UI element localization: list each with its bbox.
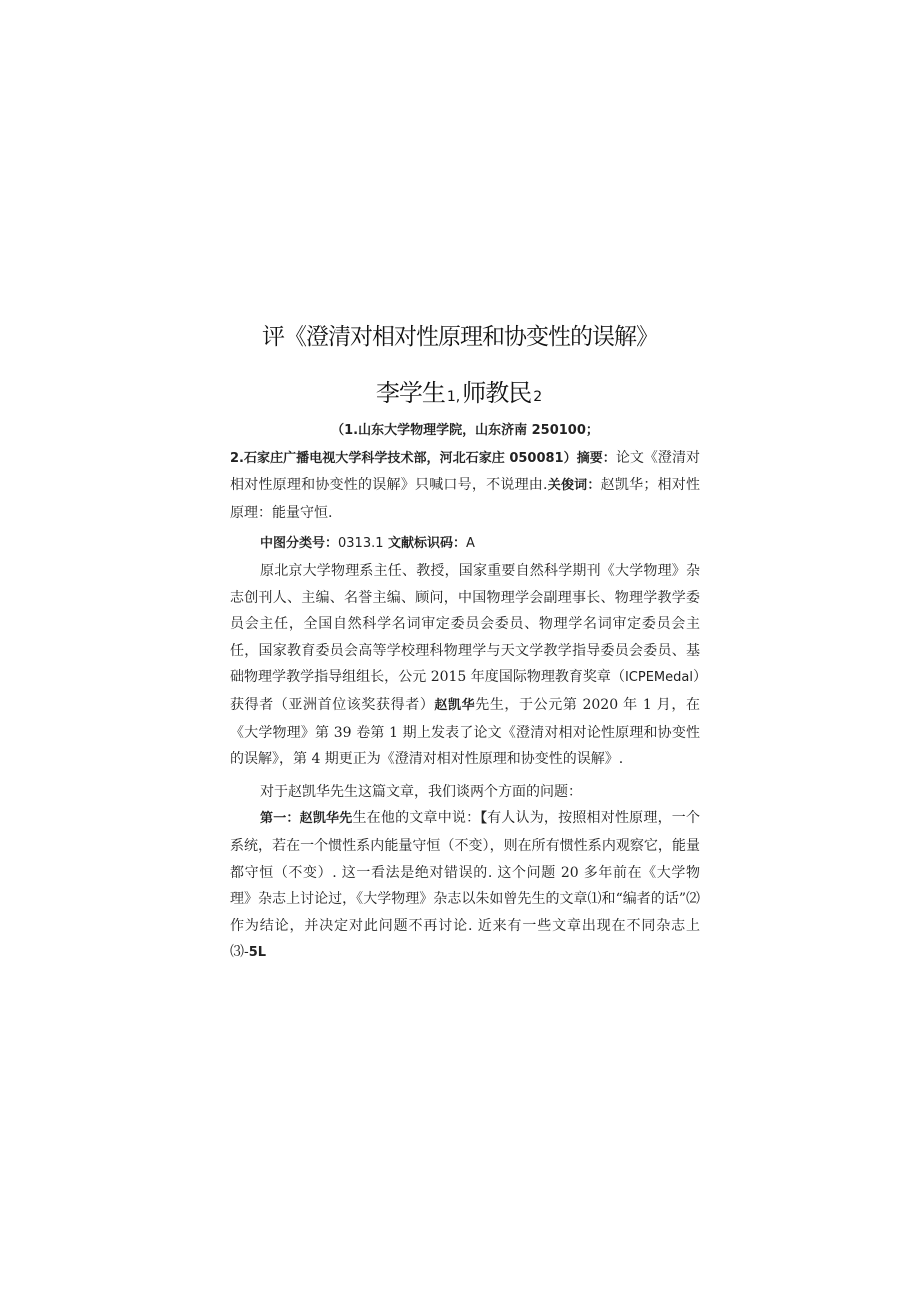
classification-line (230, 530, 700, 558)
paper-title: 评《澄清对相对性原理和协变性的误解》 (262, 324, 658, 350)
person-name: 赵凯华 (434, 697, 476, 713)
affiliation-abstract-block (230, 445, 700, 527)
affiliation-line-1: （1.山东大学物理学院，山东济南 250100； (331, 423, 599, 438)
paragraph-intro-part-c: 先生，于公元第 2020 年 1 月，在《大学物理》第 39 卷第 1 期上发表了论文《澄清对相对论性原理和协变性的误解》，第 4 期更正为《澄清对相对性原理和协变性的误解》. (230, 696, 700, 768)
doc-code-label: 文献标识码： (387, 536, 466, 552)
first-issue-tail: 5L (248, 945, 267, 961)
keywords-label: 关俊词： (547, 478, 601, 494)
paper-body (230, 418, 700, 967)
first-issue-part-a: 生在他的文章中说： (352, 810, 481, 827)
first-issue-lead: 第一：赵凯华先 (260, 811, 353, 827)
paragraph-intro-part-b: ）获得者（亚洲首位该奖获得者） (230, 669, 701, 713)
paragraph-intro (230, 558, 700, 773)
abstract-label: 摘要： (576, 450, 616, 466)
medal-name: ICPEMedal (624, 670, 693, 686)
clc-value: 0313.1 (338, 536, 384, 552)
abstract-text: 论文《澄清对相对性原理和协变性的误解》只喊口号，不说理由. (230, 449, 700, 494)
keywords-text: 赵凯华；相对性原理：能量守恒. (230, 477, 701, 521)
first-issue-part-b: 有人认为，按照相对性原理，一个系统，若在一个惯性系内能量守恒（不变），则在所有惯性系内观察它，能量都守恒（不变）. 这一看法是绝对错误的. 这个问题 20 多年前在《大学物理》杂志上讨论过，《大学物理》杂志以朱如曾先生的文章⑴和“编者的话”⑵作为结论，并决定对此问题不再讨论. 近来有一些文章出现在不同杂志上⑶- (230, 810, 700, 961)
paragraph-first-issue (230, 805, 700, 967)
quote-open-bracket: 【 (480, 811, 488, 827)
author-affiliation-mark-1: 1, (446, 389, 461, 405)
paragraph-issues: 对于赵凯华先生这篇文章，我们谈两个方面的问题： (260, 783, 582, 800)
author-name-1: 李学生 (375, 379, 445, 407)
doc-code-value: A (465, 536, 475, 552)
author-affiliation-mark-2: 2 (533, 389, 543, 405)
affiliation-line-2: 2.石家庄广播电视大学科学技术部，河北石家庄 050081） (230, 450, 577, 466)
clc-label: 中图分类号： (260, 536, 339, 552)
paragraph-intro-part-a: 原北京大学物理系主任、教授，国家重要自然科学期刊《大学物理》杂志创刊人、主编、名誉主编、顾问，中国物理学会副理事长、物理学教学委员会主任，全国自然科学名词审定委员会委员、物理学名词审定委员会主任，国家教育委员会高等学校理科物理学与天文学教学指导委员会委员、基础物理学教学指导组组长，公元 2015 年度国际物理教育奖章（ (230, 562, 700, 686)
author-line (0, 373, 920, 408)
author-name-2: 师教民 (462, 379, 532, 407)
